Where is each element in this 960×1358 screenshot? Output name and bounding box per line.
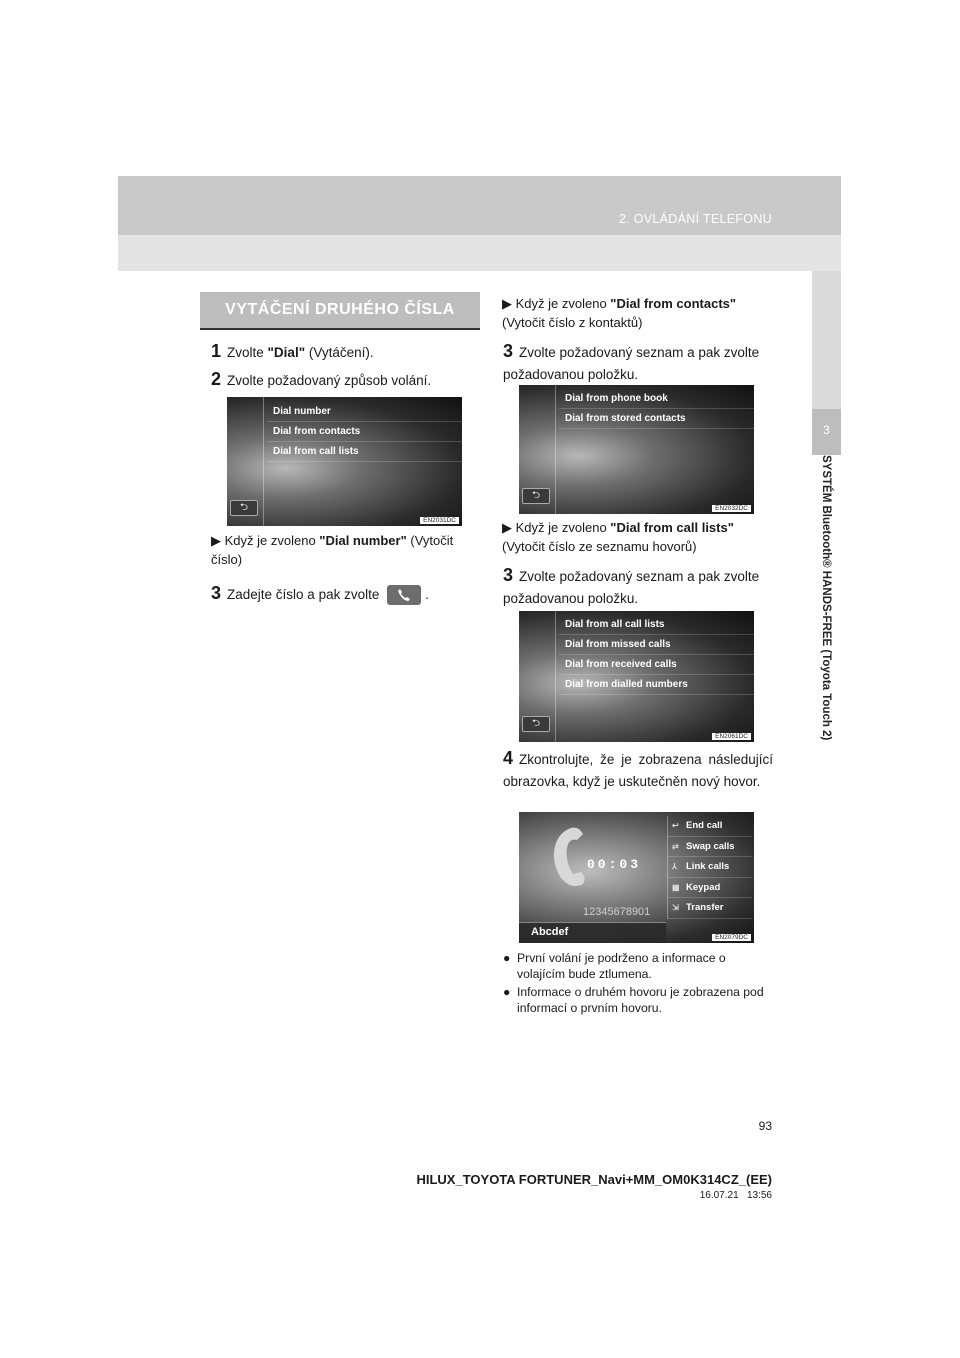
- step-3-contacts: [503, 340, 773, 386]
- step-text-end: .: [425, 587, 429, 602]
- note-dial-number: [211, 531, 481, 569]
- step-number: 3: [211, 583, 222, 603]
- side-tab-text: SYSTÉM Bluetooth® HANDS-FREE (Toyota Touch 2): [820, 455, 832, 741]
- caller-bar: [519, 922, 666, 943]
- menu-item-dialled-numbers[interactable]: Dial from dialled numbers: [559, 675, 754, 695]
- screen-contacts: [519, 385, 754, 514]
- keypad-label: Keypad: [686, 881, 721, 893]
- figure-code: EN2079DC: [712, 934, 751, 941]
- phone-call-icon[interactable]: [387, 585, 421, 605]
- call-timer: 00:03: [587, 857, 642, 872]
- menu-list: [559, 615, 754, 742]
- step-text-end: (Vytáčení).: [305, 345, 374, 360]
- note-text-end: (Vytočit číslo ze seznamu hovorů): [502, 539, 697, 554]
- step-bold: "Dial": [267, 345, 306, 360]
- divider: [263, 397, 264, 526]
- side-tab-label: [811, 455, 841, 835]
- arrow-icon: ▶: [502, 520, 512, 535]
- link-icon: ⅄: [672, 862, 677, 871]
- step-1: [211, 340, 481, 364]
- document-id: HILUX_TOYOTA FORTUNER_Navi+MM_OM0K314CZ_(EE): [416, 1172, 772, 1187]
- menu-item-all-call-lists[interactable]: Dial from all call lists: [559, 615, 754, 635]
- back-button[interactable]: ⮌: [522, 488, 550, 504]
- note-text: Když je zvoleno: [515, 520, 611, 535]
- menu-item-received-calls[interactable]: Dial from received calls: [559, 655, 754, 675]
- screen-call-lists: [519, 611, 754, 742]
- step-number: 1: [211, 341, 222, 361]
- note-bold: "Dial number": [319, 533, 407, 548]
- menu-item-stored-contacts[interactable]: Dial from stored contacts: [559, 409, 754, 429]
- arrow-icon: ▶: [502, 296, 512, 311]
- caller-number: 12345678901: [583, 906, 651, 918]
- note-text: Když je zvoleno: [224, 533, 320, 548]
- header-subband: [118, 235, 841, 271]
- divider: [555, 611, 556, 742]
- figure-code: EN2032DC: [712, 505, 751, 512]
- step-text: Zvolte: [227, 345, 268, 360]
- note-text-end: (Vytočit číslo): [211, 533, 454, 567]
- step-3-call-lists: [503, 564, 773, 610]
- figure-code: EN2031DC: [420, 517, 459, 524]
- page-number: 93: [758, 1119, 772, 1133]
- bullet-text: První volání je podrženo a informace o volajícím bude ztlumena.: [517, 951, 726, 981]
- figure-code: EN2061DC: [712, 733, 751, 740]
- step-number: 4: [503, 748, 514, 768]
- bullet-2: [503, 984, 773, 1016]
- back-button[interactable]: ⮌: [522, 716, 550, 732]
- note-dial-from-contacts: [502, 294, 772, 332]
- swap-calls-button[interactable]: [668, 837, 752, 858]
- transfer-button[interactable]: [668, 898, 752, 919]
- document-timestamp: 16.07.21 13:56: [699, 1190, 772, 1201]
- bullet-1: [503, 950, 773, 982]
- end-call-button[interactable]: [668, 816, 752, 837]
- swap-icon: ⇄: [672, 841, 679, 851]
- menu-list: [559, 389, 754, 514]
- bullet-text: Informace o druhém hovoru je zobrazena pod informací o prvním hovoru.: [517, 985, 764, 1015]
- menu-item-phone-book[interactable]: Dial from phone book: [559, 389, 754, 409]
- bullet-icon: ●: [503, 985, 511, 999]
- screen-active-call: [519, 812, 754, 943]
- step-text: Zvolte požadovaný seznam a pak zvolte požadovanou položku.: [503, 345, 760, 382]
- menu-item-missed-calls[interactable]: Dial from missed calls: [559, 635, 754, 655]
- caller-name: Abcdef: [531, 926, 569, 938]
- back-button[interactable]: ⮌: [230, 500, 258, 516]
- step-number: 3: [503, 565, 514, 585]
- screen-dial-options: [227, 397, 462, 526]
- step-3-left: [211, 582, 481, 606]
- call-action-menu: [667, 816, 752, 919]
- header-band: [118, 176, 841, 235]
- link-calls-label: Link calls: [686, 861, 730, 872]
- chapter-number: 3: [823, 423, 830, 437]
- step-text: Zadejte číslo a pak zvolte: [227, 587, 380, 602]
- chapter-title: 2. OVLÁDÁNÍ TELEFONU: [618, 212, 772, 226]
- transfer-label: Transfer: [686, 902, 724, 913]
- menu-item-dial-number[interactable]: Dial number: [267, 402, 462, 422]
- menu-list: [267, 402, 462, 526]
- swap-calls-label: Swap calls: [686, 840, 735, 852]
- step-number: 3: [503, 341, 514, 361]
- step-number: 2: [211, 369, 222, 389]
- link-calls-button[interactable]: [668, 857, 752, 878]
- step-text: Zkontrolujte, že je zobrazena následující obrazovka, když je uskutečněn nový hovor.: [503, 752, 773, 789]
- handset-icon: [549, 826, 589, 888]
- step-text: Zvolte požadovaný seznam a pak zvolte požadovanou položku.: [503, 569, 760, 606]
- arrow-icon: ▶: [211, 533, 221, 548]
- end-call-label: End call: [686, 820, 723, 831]
- menu-item-dial-from-contacts[interactable]: Dial from contacts: [267, 422, 462, 442]
- note-dial-from-call-lists: [502, 518, 772, 556]
- end-call-icon: ↩: [672, 821, 679, 830]
- menu-item-dial-from-call-lists[interactable]: Dial from call lists: [267, 442, 462, 462]
- side-tab-upper: [812, 271, 841, 409]
- step-text: Zvolte požadovaný způsob volání.: [227, 373, 432, 388]
- keypad-button[interactable]: [668, 878, 752, 899]
- note-bold: "Dial from contacts": [610, 296, 737, 311]
- step-4: [503, 747, 773, 793]
- keypad-icon: ▦: [672, 882, 680, 892]
- note-text-end: (Vytočit číslo z kontaktů): [502, 315, 643, 330]
- section-heading: VYTÁČENÍ DRUHÉHO ČÍSLA: [200, 292, 480, 330]
- divider: [555, 385, 556, 514]
- note-text: Když je zvoleno: [515, 296, 611, 311]
- note-bold: "Dial from call lists": [610, 520, 734, 535]
- step-2: [211, 368, 481, 392]
- transfer-icon: ⇲: [672, 903, 679, 912]
- bullet-icon: ●: [503, 951, 511, 965]
